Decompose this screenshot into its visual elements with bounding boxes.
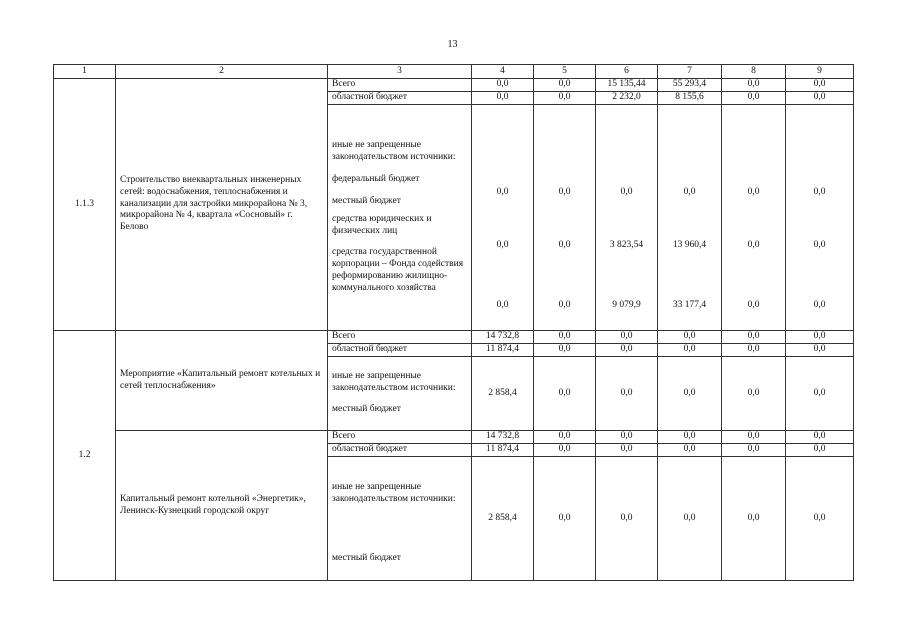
source-group — [328, 457, 472, 581]
source-label: областной бюджет — [328, 92, 472, 105]
source-legal-label: средства юридических и физических лиц — [332, 213, 432, 236]
value-cell: 2 858,4 — [472, 457, 534, 581]
value-cell: 0,0 — [747, 240, 760, 251]
source-label: Всего — [328, 331, 472, 344]
value-cell: 0,0 — [658, 444, 722, 457]
value-cell: 0,0 — [534, 457, 596, 581]
page-number: 13 — [447, 39, 458, 50]
value-cell: 0,0 — [658, 431, 722, 444]
source-local-label: местный бюджет — [332, 195, 401, 206]
value-cell: 0,0 — [596, 444, 658, 457]
table-row — [54, 331, 854, 344]
value-cell: 0,0 — [534, 444, 596, 457]
table-row — [54, 79, 854, 92]
section-code: 1.1.3 — [54, 79, 116, 331]
value-cell: 8 155,6 — [658, 92, 722, 105]
value-cell: 11 874,4 — [472, 344, 534, 357]
value-cell: 0,0 — [596, 344, 658, 357]
value-cell: 0,0 — [658, 344, 722, 357]
value-cell: 0,0 — [722, 344, 786, 357]
value-cell: 0,0 — [558, 240, 571, 251]
value-cell: 0,0 — [534, 92, 596, 105]
value-cell: 0,0 — [722, 444, 786, 457]
value-cell: 0,0 — [534, 431, 596, 444]
value-cell: 0,0 — [496, 240, 509, 251]
value-cell: 0,0 — [596, 457, 658, 581]
source-label: областной бюджет — [328, 444, 472, 457]
value-group — [534, 105, 596, 331]
value-cell: 2 232,0 — [596, 92, 658, 105]
value-cell: 0,0 — [747, 187, 760, 198]
value-cell: 11 874,4 — [472, 444, 534, 457]
value-cell: 9 079,9 — [612, 299, 641, 310]
header-cell: 1 — [54, 65, 116, 79]
value-cell: 0,0 — [813, 187, 826, 198]
value-cell: 13 960,4 — [672, 240, 707, 251]
header-cell: 4 — [472, 65, 534, 79]
value-cell: 0,0 — [496, 187, 509, 198]
value-cell: 0,0 — [534, 344, 596, 357]
table-row — [54, 431, 854, 444]
source-group — [328, 105, 472, 331]
value-cell: 0,0 — [472, 92, 534, 105]
value-cell: 0,0 — [496, 299, 509, 310]
value-cell: 0,0 — [813, 240, 826, 251]
source-group — [328, 357, 472, 431]
value-cell: 0,0 — [658, 357, 722, 431]
section-code: 1.2 — [54, 331, 116, 581]
value-group — [658, 105, 722, 331]
value-cell: 0,0 — [558, 299, 571, 310]
header-cell: 8 — [722, 65, 786, 79]
header-cell: 7 — [658, 65, 722, 79]
value-cell: 0,0 — [596, 357, 658, 431]
source-label: Всего — [328, 431, 472, 444]
header-cell: 5 — [534, 65, 596, 79]
section-name: Строительство внеквартальных инженерных сетей: водоснабжения, теплоснабжения и канализации для застройки микрорайона № 3, микрорайона № 4, квартала «Сосновый» г. Белово — [116, 79, 328, 331]
value-cell: 0,0 — [786, 79, 854, 92]
value-cell: 3 823,54 — [609, 240, 644, 251]
value-cell: 0,0 — [683, 187, 696, 198]
value-cell: 0,0 — [534, 357, 596, 431]
value-cell: 15 135,44 — [596, 79, 658, 92]
value-cell: 0,0 — [747, 299, 760, 310]
value-cell: 0,0 — [786, 344, 854, 357]
header-cell: 6 — [596, 65, 658, 79]
value-cell: 0,0 — [786, 457, 854, 581]
section-name: Капитальный ремонт котельной «Энергетик», Ленинск-Кузнецкий городской округ — [116, 431, 328, 581]
value-cell: 0,0 — [596, 331, 658, 344]
value-cell: 0,0 — [786, 444, 854, 457]
value-cell: 2 858,4 — [472, 357, 534, 431]
value-cell: 0,0 — [558, 187, 571, 198]
header-cell: 2 — [116, 65, 328, 79]
source-federal-label: федеральный бюджет — [332, 173, 420, 184]
source-label: областной бюджет — [328, 344, 472, 357]
value-cell: 0,0 — [722, 92, 786, 105]
value-cell: 0,0 — [722, 79, 786, 92]
source-other-label: иные не запрещенные законодательством источники: — [332, 140, 456, 162]
value-cell: 0,0 — [722, 357, 786, 431]
value-cell: 0,0 — [658, 457, 722, 581]
source-local-label: местный бюджет — [332, 553, 401, 564]
section-name: Мероприятие «Капитальный ремонт котельных и сетей теплоснабжения» — [116, 331, 328, 431]
source-other-label: иные не запрещенные законодательством источники: — [332, 481, 456, 504]
value-cell: 0,0 — [786, 431, 854, 444]
value-cell: 0,0 — [786, 92, 854, 105]
value-cell: 0,0 — [620, 187, 633, 198]
value-cell: 0,0 — [534, 331, 596, 344]
value-cell: 0,0 — [472, 79, 534, 92]
value-cell: 0,0 — [813, 299, 826, 310]
header-cell: 3 — [328, 65, 472, 79]
value-cell: 55 293,4 — [658, 79, 722, 92]
value-cell: 0,0 — [722, 431, 786, 444]
value-cell: 0,0 — [658, 331, 722, 344]
value-cell: 0,0 — [722, 457, 786, 581]
value-cell: 14 732,8 — [472, 331, 534, 344]
header-row — [54, 65, 854, 79]
value-cell: 0,0 — [786, 331, 854, 344]
value-cell: 0,0 — [534, 79, 596, 92]
value-group — [472, 105, 534, 331]
budget-table — [53, 64, 854, 581]
value-group — [786, 105, 854, 331]
source-label: Всего — [328, 79, 472, 92]
value-cell: 0,0 — [596, 431, 658, 444]
value-cell: 0,0 — [722, 331, 786, 344]
value-group — [596, 105, 658, 331]
source-fund-label: средства государственной корпорации – Фонда содействия реформированию жилищно-коммунального хозяйства — [332, 247, 464, 293]
source-local-label: местный бюджет — [332, 404, 401, 415]
source-other-label: иные не запрещенные законодательством источники: — [332, 370, 456, 393]
value-group — [722, 105, 786, 331]
value-cell: 0,0 — [786, 357, 854, 431]
header-cell: 9 — [786, 65, 854, 79]
value-cell: 33 177,4 — [672, 299, 707, 310]
value-cell: 14 732,8 — [472, 431, 534, 444]
